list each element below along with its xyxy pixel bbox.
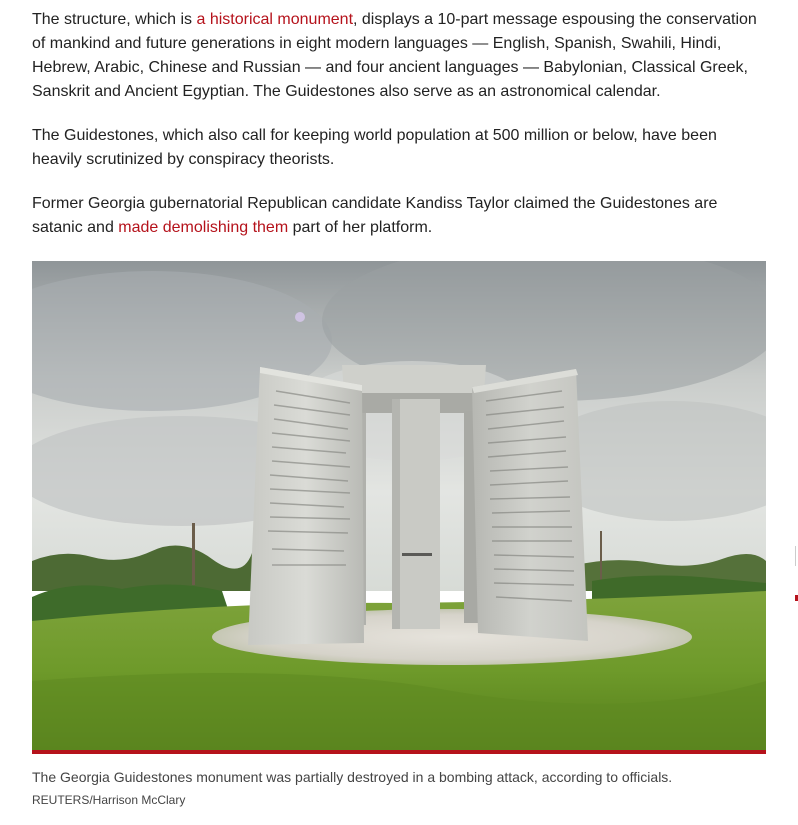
paragraph-1-text-start: The structure, which is (32, 11, 197, 28)
paragraph-3-text-start: Former Georgia gubernatorial Republican candidate Kandiss Taylor claimed the Guidestones are satanic and (32, 195, 718, 236)
paragraph-1-text-end: , displays a 10-part message espousing the conservation of mankind and future generations in eight modern languages — English, Spanish, Swahili, Hindi, Hebrew, Arabic, Chinese and Russian — and four ancient languages — Babylonian, Classical Greek, Sanskrit and Ancient Egyptian. The Guidestones also serve as an astronomical calendar. (32, 11, 757, 100)
photo-accent-rule (32, 750, 766, 754)
article-body (32, 8, 767, 260)
paragraph-3-text-end: part of her platform. (288, 219, 433, 236)
photo-credit: REUTERS/Harrison McClary (32, 793, 186, 807)
made-demolishing-them-link[interactable]: made demolishing them (118, 219, 289, 236)
paragraph-2 (32, 124, 767, 172)
historical-monument-link[interactable]: a historical monument (196, 11, 354, 28)
guidestones-photo (32, 261, 766, 750)
photo-caption: The Georgia Guidestones monument was partially destroyed in a bombing attack, according to officials. (32, 769, 673, 785)
article-figure (32, 261, 766, 808)
paragraph-2-text: The Guidestones, which also call for keeping world population at 500 million or below, have been heavily scrutinized by conspiracy theorists. (32, 127, 717, 168)
paragraph-1 (32, 8, 767, 104)
scrollbar-edge (795, 546, 796, 566)
paragraph-3 (32, 192, 767, 240)
